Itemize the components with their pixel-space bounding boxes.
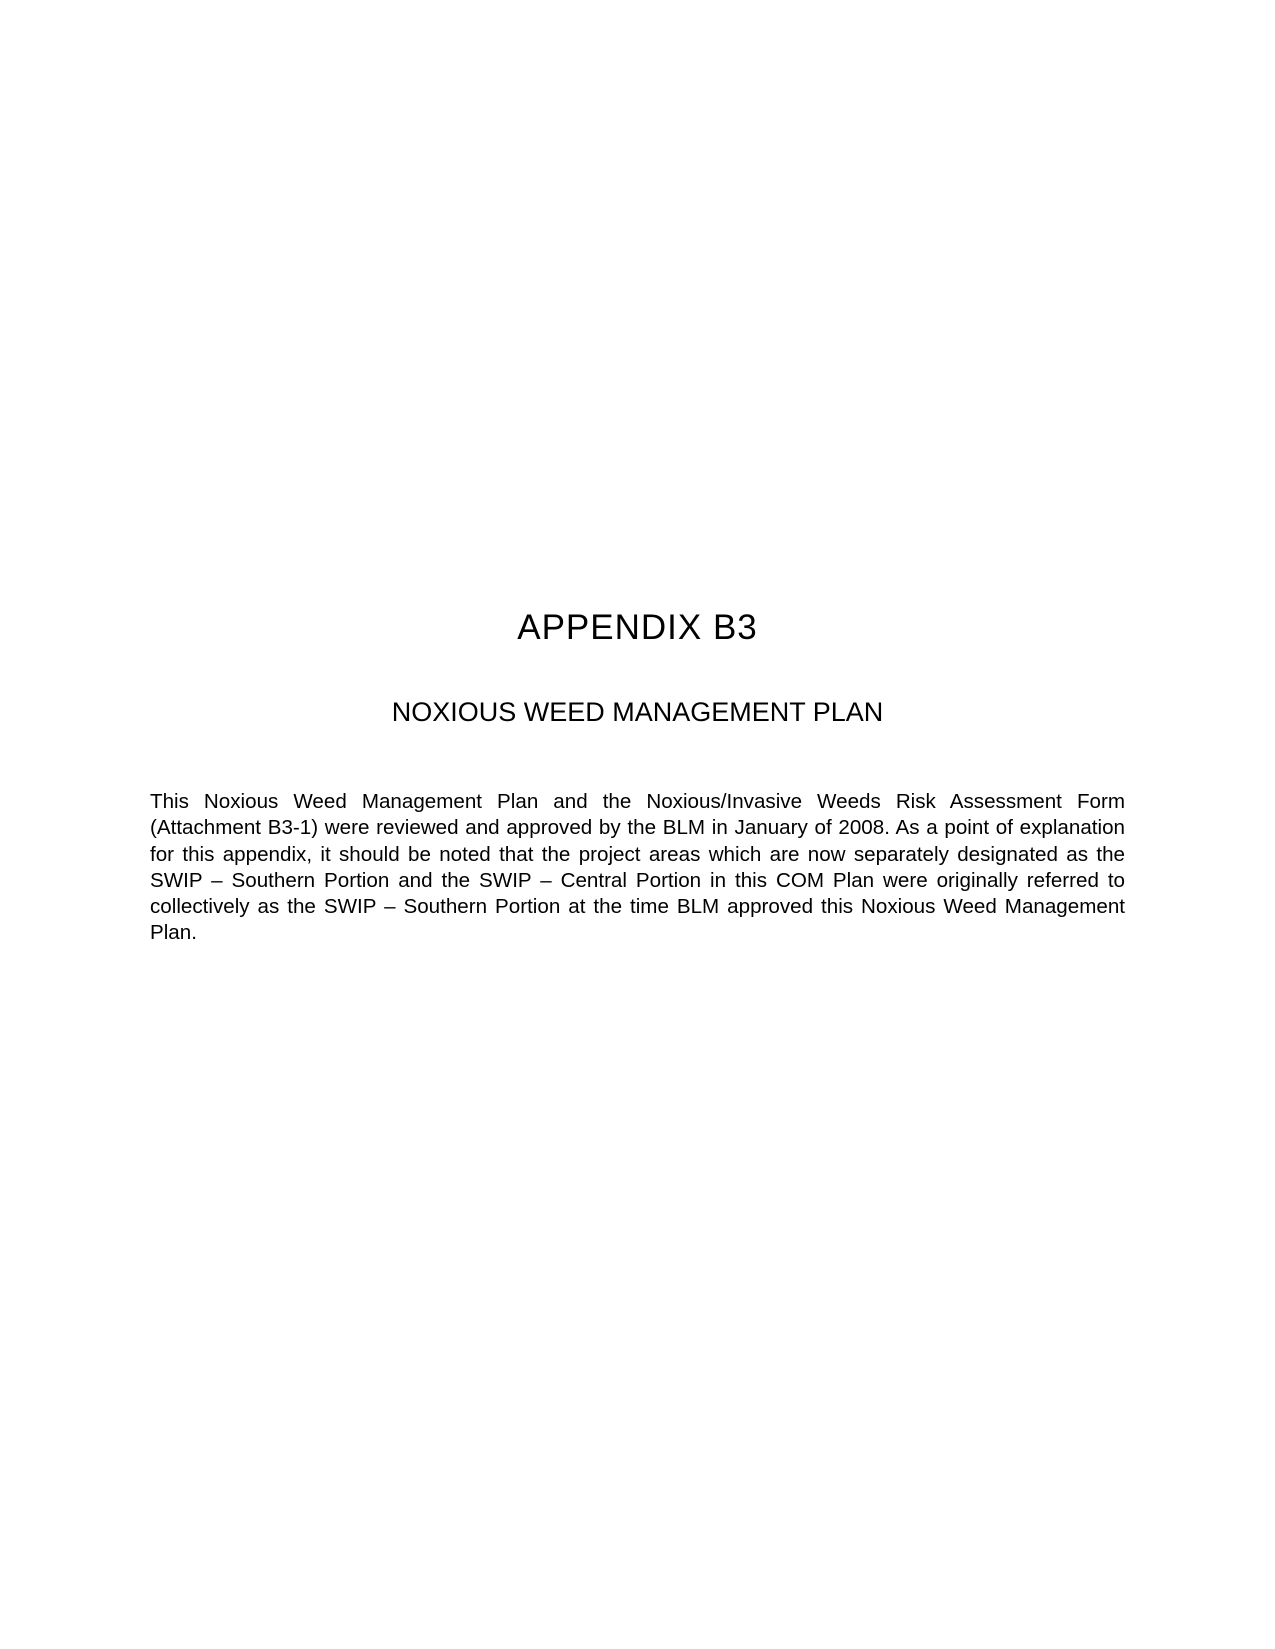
appendix-title: APPENDIX B3 bbox=[517, 608, 758, 647]
plan-title: NOXIOUS WEED MANAGEMENT PLAN bbox=[391, 697, 884, 727]
body-paragraph: This Noxious Weed Management Plan and the Noxious/Invasive Weeds Risk Assessment Form (Attachment B3-1) were reviewed and approved by the BLM in January of 2008. As a point of explanation for this appendix, it should be noted that the project areas which are now separately designated as the SWIP – Southern Portion and the SWIP – Central Portion in this COM Plan were originally referred to collectively as the SWIP – Southern Portion at the time BLM approved this Noxious Weed Management Plan. bbox=[150, 790, 1125, 945]
